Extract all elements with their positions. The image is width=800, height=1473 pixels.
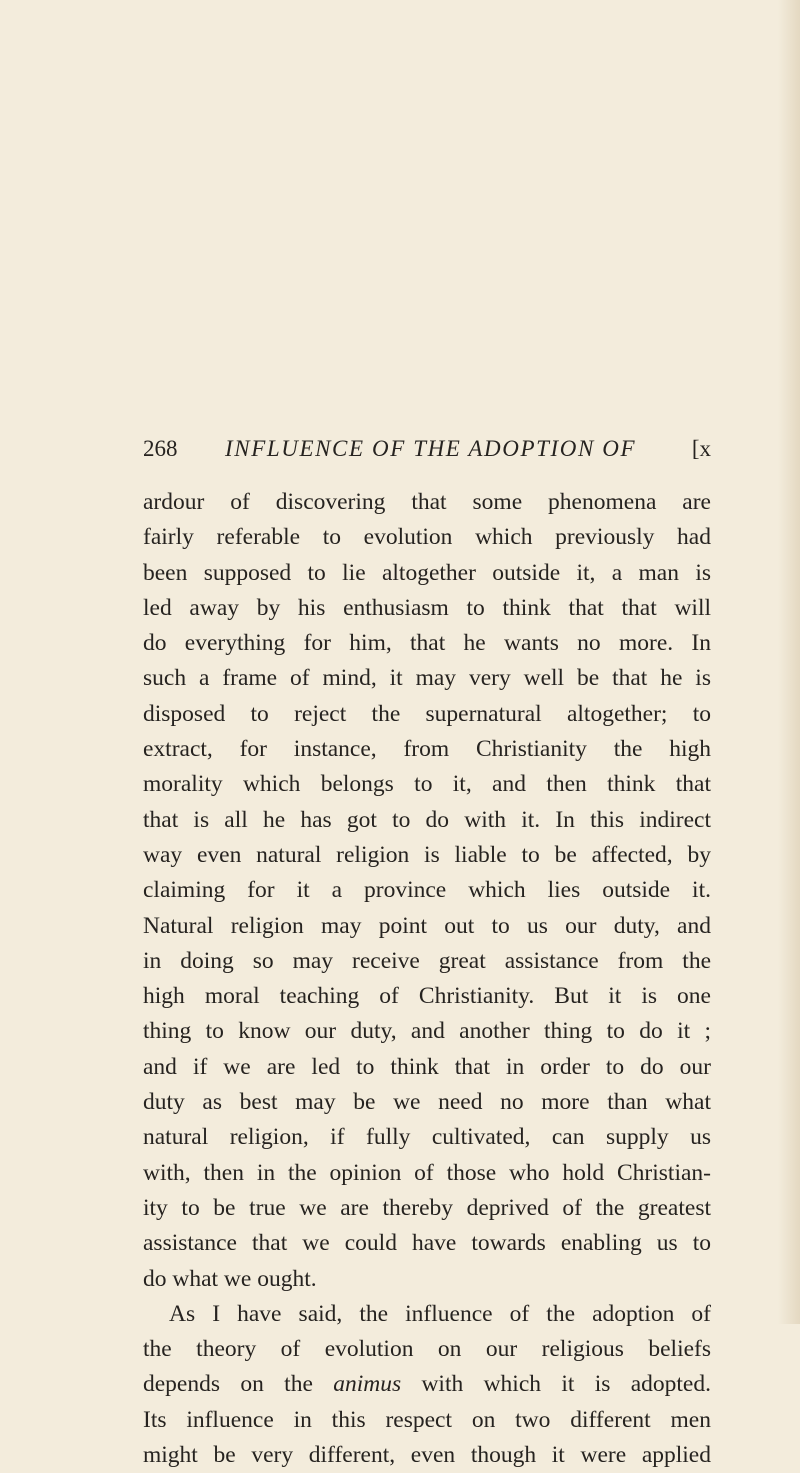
paragraph-2 [143,1297,711,1473]
text-line: in doing so may receive great assistance from the [143,947,711,974]
paragraph-1 [143,485,711,1297]
text-line: such a frame of mind, it may very well be that he is [143,665,711,692]
text-line: led away by his enthusiasm to think that that will [143,594,711,621]
text-line: assistance that we could have towards enabling us to [143,1230,711,1257]
body-text [143,485,711,1473]
text-line: ity to be true we are thereby deprived of the greatest [143,1194,711,1221]
running-head [143,432,711,466]
page-number: 268 [143,436,178,461]
text-line: and if we are led to think that in order to do our [143,1053,711,1080]
text-line: extract, for instance, from Christianity the high [143,736,711,763]
text-line: with, then in the opinion of those who hold Christian- [143,1159,711,1186]
chapter-mark: [x [691,436,711,461]
text-line: that is all he has got to do with it. In this indirect [143,806,711,833]
text-line: been supposed to lie altogether outside it, a man is [143,559,711,586]
text-line: do what we ought. [143,1265,317,1292]
text-line-with-italic [143,1367,711,1402]
text-line: duty as best may be we need no more than what [143,1089,711,1116]
text-line: natural religion, if fully cultivated, can supply us [143,1124,711,1151]
text-line: disposed to reject the supernatural altogether; to [143,700,711,727]
text-line: way even natural religion is liable to be affected, by [143,841,711,868]
text-line: As I have said, the influence of the adoption of [169,1300,711,1327]
running-head-title: INFLUENCE OF THE ADOPTION OF [225,436,637,461]
text-line: fairly referable to evolution which previously had [143,524,711,551]
text-line: ardour of discovering that some phenomena are [143,489,711,515]
text-line: high moral teaching of Christianity. But it is one [143,983,711,1010]
text-line: Its influence in this respect on two different men [143,1406,711,1433]
text-line: claiming for it a province which lies outside it. [143,877,711,904]
text-line: Natural religion may point out to us our duty, and [143,912,711,939]
text-line: morality which belongs to it, and then think that [143,771,711,798]
italic-word: animus [333,1371,402,1398]
page-edge-shadow [778,0,800,1324]
text-line: do everything for him, that he wants no more. In [143,630,711,657]
text-run: with which it is adopted. [401,1371,711,1398]
text-run: depends on the [143,1371,334,1398]
text-line: thing to know our duty, and another thing to do it ; [143,1018,711,1045]
text-line: the theory of evolution on our religious beliefs [143,1336,711,1363]
text-line: might be very different, even though it were applied [143,1442,711,1469]
